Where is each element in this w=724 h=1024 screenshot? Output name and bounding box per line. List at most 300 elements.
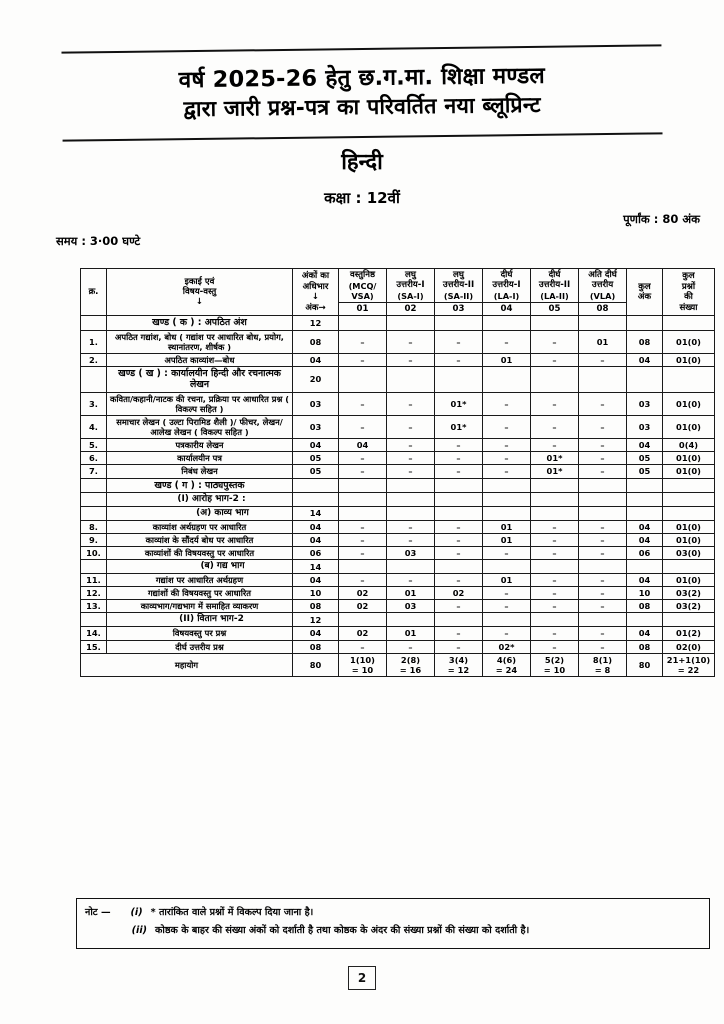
row-value-sa1 bbox=[387, 478, 435, 492]
row-value-sa2: – bbox=[435, 465, 483, 478]
row-value-mcq bbox=[339, 613, 387, 627]
row-value-sa2: – bbox=[435, 354, 483, 367]
row-total-marks: 04 bbox=[627, 520, 663, 533]
row-serial: 1. bbox=[81, 330, 107, 353]
row-value-vla: – bbox=[579, 452, 627, 465]
row-serial bbox=[81, 492, 107, 506]
row-value-mcq: – bbox=[339, 392, 387, 415]
row-serial bbox=[81, 506, 107, 520]
th-qty-l3: की bbox=[684, 292, 693, 303]
row-value-mcq: – bbox=[339, 330, 387, 353]
grand-total-qty bbox=[663, 653, 715, 676]
th-la2-l2: उत्तरीय-II bbox=[538, 280, 571, 291]
table-row bbox=[81, 316, 715, 330]
row-value-sa2: – bbox=[435, 330, 483, 353]
row-question-count bbox=[663, 613, 715, 627]
row-weight: 05 bbox=[293, 465, 339, 478]
row-value-sa1: 01 bbox=[387, 587, 435, 600]
th-unit-arrow-icon: ↓ bbox=[195, 297, 204, 308]
th-sa2 bbox=[435, 269, 483, 303]
th-sa1-l1: लघु bbox=[405, 270, 416, 280]
row-value-la1: – bbox=[483, 330, 531, 353]
row-value-vla: – bbox=[579, 627, 627, 640]
th-mark-la2: 05 bbox=[531, 302, 579, 315]
title-banner bbox=[61, 44, 662, 141]
row-unit-label: गद्यांशों की विषयवस्तु पर आधारित bbox=[107, 587, 293, 600]
row-question-count: 01(0) bbox=[663, 330, 715, 353]
blueprint-table bbox=[80, 268, 715, 677]
row-value-la2: – bbox=[531, 640, 579, 653]
row-total-marks: 05 bbox=[627, 452, 663, 465]
th-mark-mcq: 01 bbox=[339, 302, 387, 315]
row-serial: 9. bbox=[81, 533, 107, 546]
th-weight-line2: अधिभार bbox=[302, 281, 329, 292]
gt-la2-l2: = 10 bbox=[543, 664, 566, 675]
row-value-sa1 bbox=[387, 316, 435, 330]
row-total-marks bbox=[627, 478, 663, 492]
row-weight: 05 bbox=[293, 452, 339, 465]
row-total-marks: 04 bbox=[627, 533, 663, 546]
row-value-la1: – bbox=[483, 547, 531, 560]
time-label: समय : 3·00 घण्टे bbox=[56, 234, 141, 248]
row-value-la1: – bbox=[483, 415, 531, 438]
row-weight: 10 bbox=[293, 587, 339, 600]
th-weight-arrow-icon: ↓ bbox=[311, 292, 320, 303]
row-unit-label: विषयवस्तु पर प्रश्न bbox=[107, 627, 293, 640]
row-unit-label: काव्यभाग/गद्यभाग में समाहित व्याकरण bbox=[107, 600, 293, 613]
row-value-sa2: – bbox=[435, 452, 483, 465]
row-value-la2: – bbox=[531, 439, 579, 452]
th-serial: क्र. bbox=[81, 269, 107, 316]
row-total-marks bbox=[627, 560, 663, 574]
row-serial: 14. bbox=[81, 627, 107, 640]
row-question-count: 02(0) bbox=[663, 640, 715, 653]
row-value-sa2 bbox=[435, 613, 483, 627]
row-weight: 12 bbox=[293, 613, 339, 627]
row-value-la2: – bbox=[531, 354, 579, 367]
row-unit-label: दीर्घ उत्तरीय प्रश्न bbox=[107, 640, 293, 653]
row-value-mcq bbox=[339, 478, 387, 492]
table-header bbox=[81, 269, 715, 316]
row-unit-label: पत्रकारीय लेखन bbox=[107, 439, 293, 452]
row-weight: 03 bbox=[293, 392, 339, 415]
th-total-l1: कुल bbox=[638, 281, 651, 292]
row-weight: 04 bbox=[293, 574, 339, 587]
row-value-vla: – bbox=[579, 533, 627, 546]
row-value-sa2: – bbox=[435, 439, 483, 452]
table-row bbox=[81, 613, 715, 627]
row-value-la1: – bbox=[483, 392, 531, 415]
row-question-count: 01(0) bbox=[663, 392, 715, 415]
row-serial: 12. bbox=[81, 587, 107, 600]
th-vla bbox=[579, 269, 627, 303]
subject-title: हिन्दी bbox=[341, 150, 383, 175]
title-line-2: द्वारा जारी प्रश्न-पत्र का परिवर्तित नया ब्लूप्रिन्ट bbox=[183, 92, 541, 122]
blueprint-table-wrapper bbox=[80, 268, 711, 677]
row-value-la1: 01 bbox=[483, 574, 531, 587]
gt-vla-l1: 8(1) bbox=[592, 654, 613, 665]
row-unit-label: काव्यांश के सौंदर्य बोध पर आधारित bbox=[107, 533, 293, 546]
full-marks-label: पूर्णांक : 80 अंक bbox=[623, 212, 700, 226]
table-row bbox=[81, 560, 715, 574]
row-unit-label: खण्ड ( ग ) : पाठ्यपुस्तक bbox=[107, 478, 293, 492]
row-unit-label: (ब) गद्य भाग bbox=[107, 560, 293, 574]
row-total-marks: 06 bbox=[627, 547, 663, 560]
row-value-vla bbox=[579, 613, 627, 627]
row-value-la2: – bbox=[531, 627, 579, 640]
gt-sa1-l1: 2(8) bbox=[400, 654, 421, 665]
row-total-marks: 05 bbox=[627, 465, 663, 478]
row-value-sa2: – bbox=[435, 533, 483, 546]
th-unit-line1: इकाई एवं bbox=[184, 276, 215, 287]
row-value-sa1: 03 bbox=[387, 600, 435, 613]
th-mcq bbox=[339, 269, 387, 303]
row-value-vla: – bbox=[579, 415, 627, 438]
row-value-la1 bbox=[483, 492, 531, 506]
table-row bbox=[81, 452, 715, 465]
row-value-sa2: – bbox=[435, 600, 483, 613]
row-value-la2: – bbox=[531, 330, 579, 353]
row-question-count: 03(2) bbox=[663, 587, 715, 600]
row-value-la2 bbox=[531, 492, 579, 506]
row-value-sa1: – bbox=[387, 415, 435, 438]
row-value-mcq bbox=[339, 506, 387, 520]
table-row bbox=[81, 506, 715, 520]
row-value-la1: – bbox=[483, 600, 531, 613]
th-qty-l1: कुल bbox=[682, 271, 695, 282]
th-mark-sa1: 02 bbox=[387, 302, 435, 315]
row-question-count: 0(4) bbox=[663, 439, 715, 452]
note-2-text: कोष्ठक के बाहर की संख्या अंकों को दर्शाती है तथा कोष्ठक के अंदर की संख्या प्रश्नों की संख्या को दर्शाती है। bbox=[155, 924, 530, 936]
grand-total-label: महायोग bbox=[81, 653, 293, 676]
row-question-count: 01(2) bbox=[663, 627, 715, 640]
th-mark-sa2: 03 bbox=[435, 302, 483, 315]
th-la2 bbox=[531, 269, 579, 303]
row-value-la1: – bbox=[483, 452, 531, 465]
row-value-sa1 bbox=[387, 492, 435, 506]
row-value-la1 bbox=[483, 478, 531, 492]
row-question-count: 03(2) bbox=[663, 600, 715, 613]
row-value-mcq: – bbox=[339, 415, 387, 438]
row-weight: 04 bbox=[293, 533, 339, 546]
row-value-mcq: – bbox=[339, 452, 387, 465]
row-question-count bbox=[663, 478, 715, 492]
row-value-mcq: – bbox=[339, 354, 387, 367]
row-value-la2: – bbox=[531, 547, 579, 560]
gt-mcq-l1: 1(10) bbox=[350, 654, 375, 665]
note-row-1 bbox=[85, 906, 701, 921]
th-mcq-l1: वस्तुनिष्ठ bbox=[349, 270, 376, 281]
note-row-2 bbox=[85, 924, 701, 939]
row-value-sa2 bbox=[435, 506, 483, 520]
row-value-la2 bbox=[531, 613, 579, 627]
row-serial bbox=[81, 478, 107, 492]
row-value-sa2: – bbox=[435, 574, 483, 587]
th-la2-l1: दीर्घ bbox=[548, 270, 561, 280]
row-question-count: 01(0) bbox=[663, 520, 715, 533]
row-value-vla bbox=[579, 367, 627, 393]
row-weight: 04 bbox=[293, 439, 339, 452]
row-value-mcq: – bbox=[339, 640, 387, 653]
row-question-count: 01(0) bbox=[663, 415, 715, 438]
table-row bbox=[81, 330, 715, 353]
row-value-vla bbox=[579, 478, 627, 492]
row-value-la2: – bbox=[531, 600, 579, 613]
gt-la1-l1: 4(6) bbox=[496, 654, 517, 665]
row-value-sa2: – bbox=[435, 640, 483, 653]
row-value-vla: – bbox=[579, 600, 627, 613]
row-value-la1 bbox=[483, 506, 531, 520]
row-value-mcq: – bbox=[339, 574, 387, 587]
row-value-la1: 02* bbox=[483, 640, 531, 653]
gt-sa2-l2: = 12 bbox=[447, 664, 470, 675]
row-unit-label: काव्यांश अर्थग्रहण पर आधारित bbox=[107, 520, 293, 533]
th-vla-l3: (VLA) bbox=[589, 290, 616, 301]
gt-qty-l2: = 22 bbox=[677, 664, 700, 675]
row-value-la1: – bbox=[483, 627, 531, 640]
row-weight: 04 bbox=[293, 627, 339, 640]
row-question-count bbox=[663, 367, 715, 393]
th-la1-l3: (LA-I) bbox=[493, 290, 520, 301]
row-value-la2: – bbox=[531, 587, 579, 600]
grand-total-weight: 80 bbox=[293, 653, 339, 676]
th-vla-l2: उत्तरीय bbox=[591, 280, 614, 291]
row-serial bbox=[81, 367, 107, 393]
row-unit-label: खण्ड ( ख ) : कार्यालयीन हिन्दी और रचनात्मक लेखन bbox=[107, 367, 293, 393]
row-value-la2: 01* bbox=[531, 465, 579, 478]
th-la1-l2: उत्तरीय-I bbox=[492, 280, 521, 291]
note-1-number: (i) bbox=[130, 907, 143, 918]
th-la2-l3: (LA-II) bbox=[540, 290, 569, 301]
row-total-marks: 08 bbox=[627, 600, 663, 613]
row-unit-label: (II) वितान भाग-2 bbox=[107, 613, 293, 627]
row-total-marks bbox=[627, 506, 663, 520]
grand-total-sa1 bbox=[387, 653, 435, 676]
row-value-la2: – bbox=[531, 392, 579, 415]
row-value-la2: 01* bbox=[531, 452, 579, 465]
row-value-mcq bbox=[339, 367, 387, 393]
row-value-la1: – bbox=[483, 587, 531, 600]
row-question-count: 01(0) bbox=[663, 574, 715, 587]
row-weight: 08 bbox=[293, 600, 339, 613]
page-number-box bbox=[0, 966, 724, 990]
row-value-sa2: – bbox=[435, 520, 483, 533]
row-value-mcq bbox=[339, 492, 387, 506]
row-value-sa2 bbox=[435, 560, 483, 574]
table-row bbox=[81, 574, 715, 587]
th-qty-l4: संख्या bbox=[679, 302, 698, 313]
row-question-count: 03(0) bbox=[663, 547, 715, 560]
row-serial bbox=[81, 316, 107, 330]
row-value-sa1: – bbox=[387, 439, 435, 452]
row-weight: 08 bbox=[293, 330, 339, 353]
th-qty-l2: प्रश्नों bbox=[681, 281, 696, 292]
th-mcq-l2: (MCQ/ bbox=[348, 280, 377, 291]
table-body bbox=[81, 316, 715, 653]
row-value-sa2 bbox=[435, 478, 483, 492]
row-value-vla bbox=[579, 560, 627, 574]
row-value-vla: – bbox=[579, 587, 627, 600]
row-question-count bbox=[663, 316, 715, 330]
row-unit-label: अपठित गद्यांश, बोध ( गद्यांश पर आधारित बोध, प्रयोग, स्थानांतरण, शीर्षक ) bbox=[107, 330, 293, 353]
th-vla-l1: अति दीर्घ bbox=[588, 270, 617, 280]
row-value-la1: – bbox=[483, 465, 531, 478]
row-weight: 12 bbox=[293, 316, 339, 330]
row-question-count: 01(0) bbox=[663, 354, 715, 367]
notes-box bbox=[76, 898, 710, 949]
row-weight bbox=[293, 478, 339, 492]
row-serial bbox=[81, 560, 107, 574]
row-weight: 04 bbox=[293, 520, 339, 533]
row-serial: 15. bbox=[81, 640, 107, 653]
row-total-marks: 10 bbox=[627, 587, 663, 600]
class-label: कक्षा : 12वीं bbox=[324, 189, 400, 207]
row-value-sa2 bbox=[435, 367, 483, 393]
row-value-la1: 01 bbox=[483, 520, 531, 533]
row-value-vla: – bbox=[579, 465, 627, 478]
gt-qty-l1: 21+1(10) bbox=[666, 654, 711, 665]
page-number: 2 bbox=[348, 966, 376, 990]
row-value-mcq: 02 bbox=[339, 600, 387, 613]
row-value-la1 bbox=[483, 367, 531, 393]
row-unit-label: समाचार लेखन ( उल्टा पिरामिड शैली )/ फीचर, लेखन/आलेख लेखन ( विकल्प सहित ) bbox=[107, 415, 293, 438]
row-total-marks bbox=[627, 613, 663, 627]
th-la1-l1: दीर्घ bbox=[500, 270, 513, 280]
row-serial: 13. bbox=[81, 600, 107, 613]
row-value-sa1 bbox=[387, 560, 435, 574]
row-value-vla: – bbox=[579, 574, 627, 587]
grand-total-vla bbox=[579, 653, 627, 676]
row-value-vla: – bbox=[579, 392, 627, 415]
row-value-la2 bbox=[531, 478, 579, 492]
th-weight-marks-arrow: अंक→ bbox=[305, 302, 326, 313]
th-mark-la1: 04 bbox=[483, 302, 531, 315]
table-row bbox=[81, 367, 715, 393]
row-total-marks: 03 bbox=[627, 392, 663, 415]
row-weight: 03 bbox=[293, 415, 339, 438]
row-value-sa1 bbox=[387, 367, 435, 393]
row-value-sa1 bbox=[387, 613, 435, 627]
row-value-sa1: – bbox=[387, 392, 435, 415]
row-serial: 11. bbox=[81, 574, 107, 587]
row-question-count: 01(0) bbox=[663, 465, 715, 478]
table-row bbox=[81, 640, 715, 653]
row-value-sa2: 02 bbox=[435, 587, 483, 600]
row-total-marks: 08 bbox=[627, 640, 663, 653]
row-value-sa1: 03 bbox=[387, 547, 435, 560]
th-total-l2: अंक bbox=[637, 292, 652, 303]
row-value-vla: – bbox=[579, 354, 627, 367]
row-serial: 10. bbox=[81, 547, 107, 560]
grand-total-la1 bbox=[483, 653, 531, 676]
table-row bbox=[81, 547, 715, 560]
row-value-vla bbox=[579, 492, 627, 506]
th-sa2-l1: लघु bbox=[453, 270, 464, 280]
row-value-la2: – bbox=[531, 415, 579, 438]
row-value-vla: – bbox=[579, 640, 627, 653]
row-value-mcq: 02 bbox=[339, 627, 387, 640]
row-value-la2: – bbox=[531, 574, 579, 587]
row-value-vla: – bbox=[579, 547, 627, 560]
row-weight: 14 bbox=[293, 506, 339, 520]
table-row bbox=[81, 533, 715, 546]
row-value-la1 bbox=[483, 560, 531, 574]
th-sa1-l3: (SA-I) bbox=[397, 290, 424, 301]
row-unit-label: खण्ड ( क ) : अपठित अंश bbox=[107, 316, 293, 330]
row-serial: 2. bbox=[81, 354, 107, 367]
table-row bbox=[81, 465, 715, 478]
grand-total-la2 bbox=[531, 653, 579, 676]
note-1-text: * तारांकित वाले प्रश्नों में विकल्प दिया जाना है। bbox=[150, 907, 314, 918]
row-unit-label: काव्यांशों की विषयवस्तु पर आधारित bbox=[107, 547, 293, 560]
note-2-number: (ii) bbox=[131, 924, 147, 936]
row-value-vla: – bbox=[579, 520, 627, 533]
row-unit-label: कविता/कहानी/नाटक की रचना, प्रक्रिया पर आधारित प्रश्न ( विकल्प सहित ) bbox=[107, 392, 293, 415]
row-value-la2 bbox=[531, 367, 579, 393]
row-serial: 3. bbox=[81, 392, 107, 415]
row-unit-label: कार्यालयीन पत्र bbox=[107, 452, 293, 465]
row-total-marks bbox=[627, 492, 663, 506]
row-total-marks: 08 bbox=[627, 330, 663, 353]
row-value-sa2: – bbox=[435, 547, 483, 560]
row-value-sa1 bbox=[387, 506, 435, 520]
row-value-la2: – bbox=[531, 533, 579, 546]
row-value-vla: 01 bbox=[579, 330, 627, 353]
th-question-count bbox=[663, 269, 715, 316]
row-value-sa2 bbox=[435, 492, 483, 506]
gt-la1-l2: = 24 bbox=[495, 664, 518, 675]
grand-total-sa2 bbox=[435, 653, 483, 676]
grand-total-mcq bbox=[339, 653, 387, 676]
row-total-marks: 04 bbox=[627, 439, 663, 452]
gt-la2-l1: 5(2) bbox=[544, 654, 565, 665]
row-serial bbox=[81, 613, 107, 627]
row-value-la2: – bbox=[531, 520, 579, 533]
row-value-sa2: 01* bbox=[435, 415, 483, 438]
row-total-marks: 04 bbox=[627, 574, 663, 587]
row-weight: 14 bbox=[293, 560, 339, 574]
table-row bbox=[81, 478, 715, 492]
row-value-sa1: – bbox=[387, 465, 435, 478]
th-mcq-l3: VSA) bbox=[351, 290, 374, 301]
th-sa2-l3: (SA-II) bbox=[443, 290, 474, 301]
row-question-count: 01(0) bbox=[663, 452, 715, 465]
row-value-sa1: – bbox=[387, 640, 435, 653]
th-unit bbox=[107, 269, 293, 316]
row-question-count bbox=[663, 560, 715, 574]
row-unit-label: गद्यांश पर आधारित अर्थग्रहण bbox=[107, 574, 293, 587]
table-footer bbox=[81, 653, 715, 676]
row-value-mcq: 02 bbox=[339, 587, 387, 600]
th-unit-line2: विषय-वस्तु bbox=[182, 286, 217, 297]
grand-total-marks: 80 bbox=[627, 653, 663, 676]
row-serial: 8. bbox=[81, 520, 107, 533]
row-serial: 7. bbox=[81, 465, 107, 478]
row-value-sa1: – bbox=[387, 533, 435, 546]
row-unit-label: निबंध लेखन bbox=[107, 465, 293, 478]
table-row bbox=[81, 392, 715, 415]
row-total-marks bbox=[627, 367, 663, 393]
notes-label: नोट — bbox=[85, 907, 111, 918]
th-mark-vla: 08 bbox=[579, 302, 627, 315]
row-value-mcq: 04 bbox=[339, 439, 387, 452]
th-la1 bbox=[483, 269, 531, 303]
row-total-marks bbox=[627, 316, 663, 330]
row-value-mcq: – bbox=[339, 520, 387, 533]
row-value-sa1: – bbox=[387, 330, 435, 353]
row-value-sa1: – bbox=[387, 452, 435, 465]
th-total-marks bbox=[627, 269, 663, 316]
